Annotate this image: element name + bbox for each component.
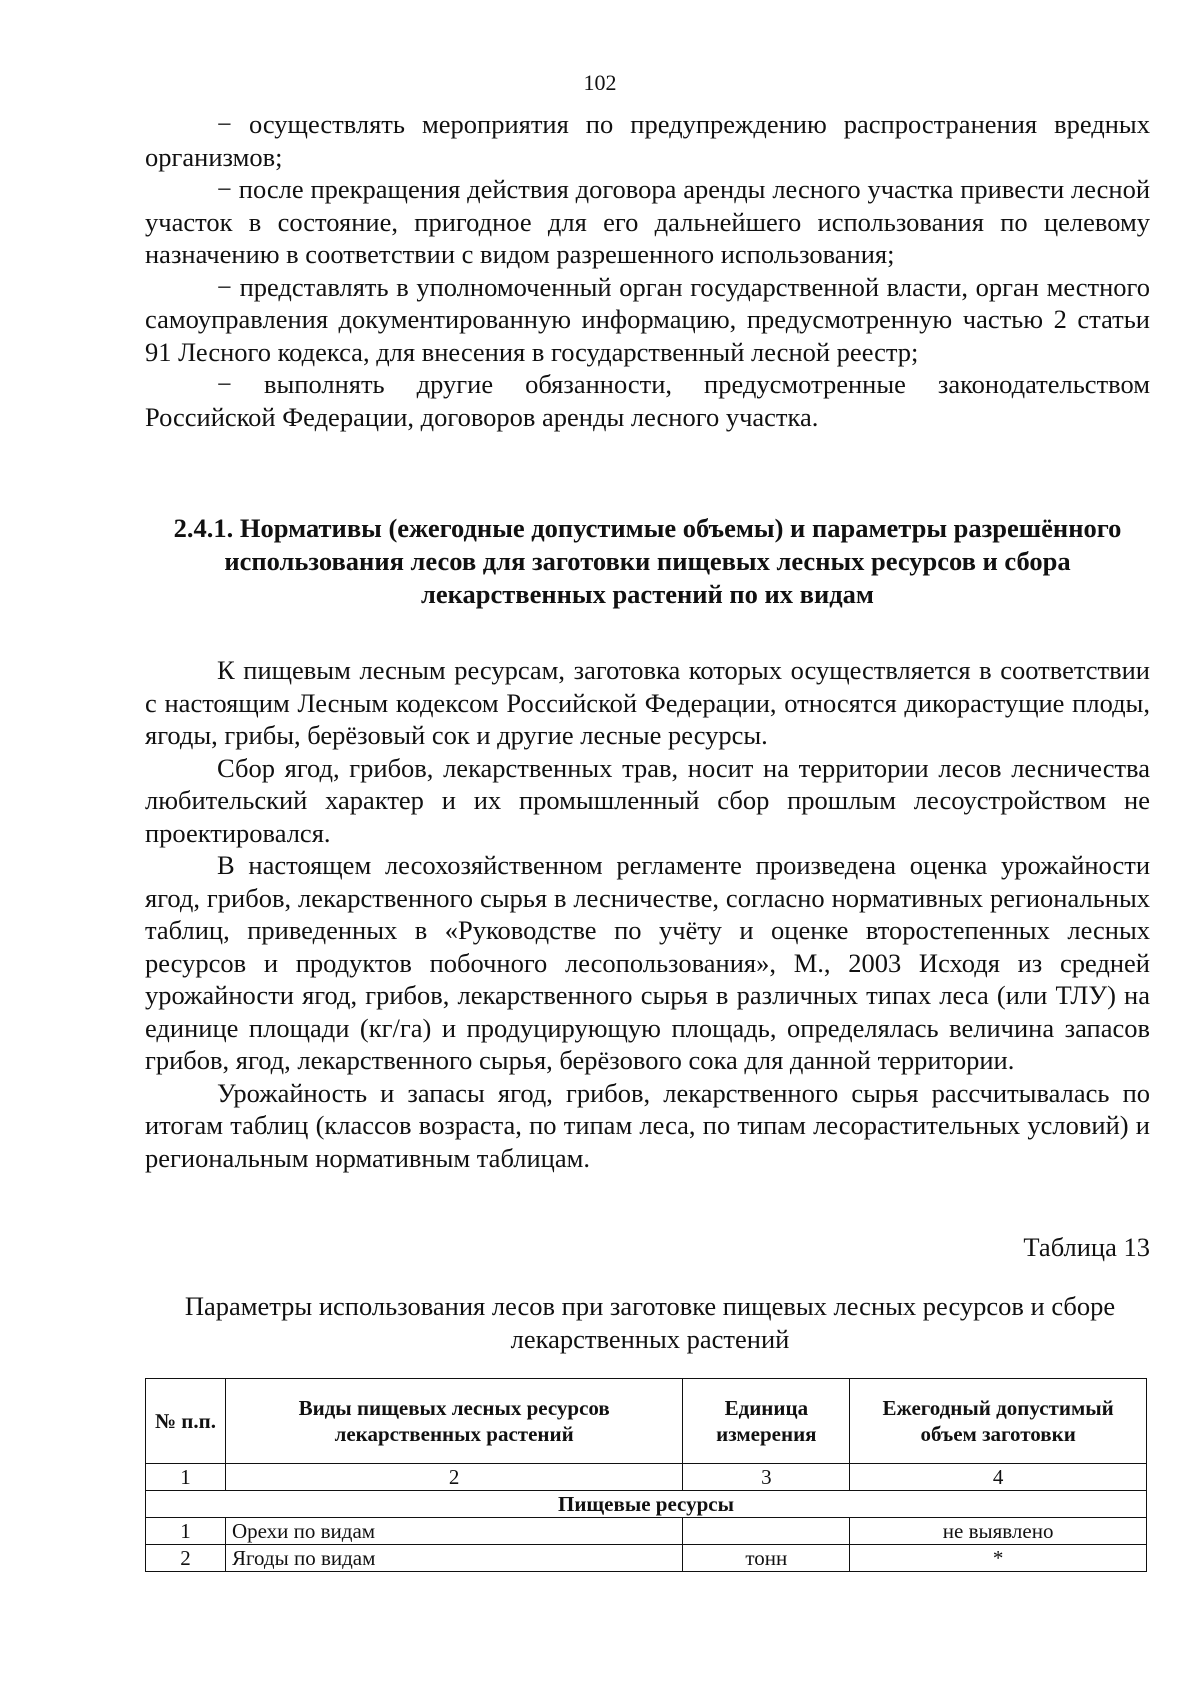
table-section-row [146, 1491, 1147, 1518]
table-header-cell: Единица измерения [683, 1379, 850, 1464]
bullet-item: − представлять в уполномоченный орган государственной власти, орган местного самоуправления документированную информацию, предусмотренную частью 2 статьи 91 Лесного кодекса, для внесения в государственный лесной реестр; [145, 271, 1150, 367]
table-cell: 1 [146, 1518, 226, 1545]
table-number: Таблица 13 [1023, 1232, 1150, 1262]
table-cell: тонн [683, 1545, 850, 1572]
table-row [146, 1545, 1147, 1572]
paragraph: К пищевым лесным ресурсам, заготовка которых осуществляется в соответствии с настоящим Лесным кодексом Российской Федерации, относятся дикорастущие плоды, ягоды, грибы, берёзовый сок и другие лесные ресурсы. [145, 655, 1150, 750]
table-header-cell: Виды пищевых лесных ресурсов лекарственных растений [225, 1379, 682, 1464]
table-header-cell: № п.п. [146, 1379, 226, 1464]
table-column-numbers-row [146, 1464, 1147, 1491]
table-section-cell: Пищевые ресурсы [146, 1491, 1147, 1518]
table-cell: 3 [683, 1464, 850, 1491]
table-cell: 4 [850, 1464, 1147, 1491]
table-cell [683, 1518, 850, 1545]
page-number: 102 [583, 70, 617, 95]
table-cell: Орехи по видам [225, 1518, 682, 1545]
paragraph: Урожайность и запасы ягод, грибов, лекарственного сырья рассчитывалась по итогам таблиц (классов возраста, по типам леса, по типам лесорастительных условий) и региональным нормативным таблицам. [145, 1077, 1150, 1173]
table-cell: Ягоды по видам [225, 1545, 682, 1572]
table-caption: Параметры использования лесов при заготовке пищевых лесных ресурсов и сборе лекарственных растений [184, 1291, 1116, 1354]
body-text [145, 654, 1150, 1174]
table-header-row [146, 1379, 1147, 1464]
paragraph: В настоящем лесохозяйственном регламенте произведена оценка урожайности ягод, грибов, лекарственного сырья в лесничестве, согласно нормативных региональных таблиц, приведенных в «Руководстве по учёту и оценке второстепенных лесных ресурсов и продуктов побочного лесопользования», М., 2003 Исходя из средней урожайности ягод, грибов, лекарственного сырья в различных типах леса (или ТЛУ) на единице площади (кг/га) и продуцирующую площадь, определялась величина запасов грибов, ягод, лекарственного сырья, берёзового сока для данной территории. [145, 850, 1150, 1075]
table-row [146, 1518, 1147, 1545]
table-cell: * [850, 1545, 1147, 1572]
section-heading: 2.4.1. Нормативы (ежегодные допустимые объемы) и параметры разрешённого использования лесов для заготовки пищевых лесных ресурсов и сбора лекарственных растений по их видам [173, 513, 1122, 609]
resources-table [145, 1378, 1147, 1572]
table-cell: 1 [146, 1464, 226, 1491]
table-cell: 2 [146, 1545, 226, 1572]
table-header-cell: Ежегодный допустимый объем заготовки [850, 1379, 1147, 1464]
table-cell: не выявлено [850, 1518, 1147, 1545]
table-cell: 2 [225, 1464, 682, 1491]
obligations-list [145, 108, 1150, 433]
bullet-item: − выполнять другие обязанности, предусмотренные законодательством Российской Федерации, договоров аренды лесного участка. [145, 369, 1150, 432]
bullet-item: − после прекращения действия договора аренды лесного участка привести лесной участок в состояние, пригодное для его дальнейшего использования по целевому назначению в соответствии с видом разрешенного использования; [145, 174, 1150, 269]
paragraph: Сбор ягод, грибов, лекарственных трав, носит на территории лесов лесничества любительский характер и их промышленный сбор прошлым лесоустройством не проектировался. [145, 752, 1150, 848]
bullet-item: − осуществлять мероприятия по предупреждению распространения вредных организмов; [145, 109, 1150, 172]
